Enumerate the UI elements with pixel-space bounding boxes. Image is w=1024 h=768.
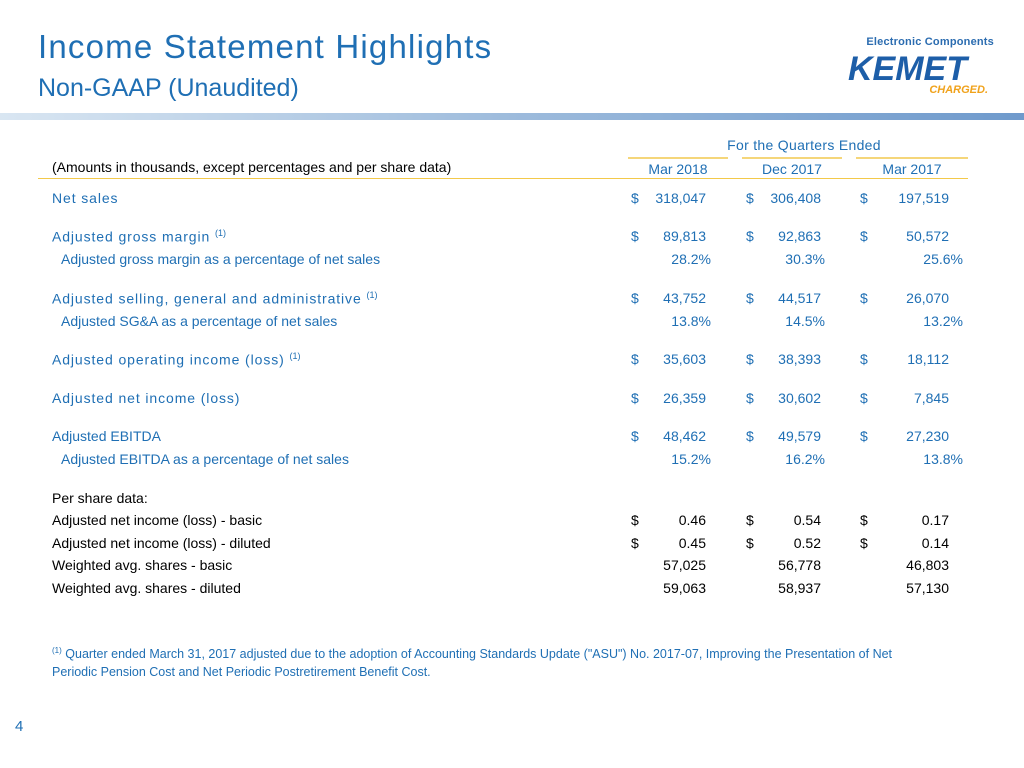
column-header-mar-2018: Mar 2018 [628,157,728,179]
cell-value: 58,937 [778,580,821,596]
currency-symbol: $ [860,390,868,406]
cell-value: 25.6% [923,251,963,267]
cell-value: 27,230 [906,428,949,444]
currency-symbol: $ [631,228,639,244]
footnote-marker: (1) [215,228,226,238]
currency-symbol: $ [746,428,754,444]
row-label: Adjusted operating income (loss) $^{(1)}$ [52,351,301,368]
table-header-rule [38,178,968,179]
cell-value: 35,603 [663,351,706,367]
currency-symbol: $ [746,390,754,406]
cell-value: 28.2% [671,251,711,267]
footnote-marker: (1) [289,351,301,361]
row-label: Adjusted net income (loss) [52,390,241,406]
row-label: Per share data: [52,490,148,506]
cell-value: 13.2% [923,313,963,329]
cell-value: 7,845 [913,390,949,406]
logo-name: KEMET [848,50,967,84]
row-label: Adjusted EBITDA [52,428,161,444]
currency-symbol: $ [860,228,868,244]
row-label: Adjusted selling, general and administrative $^{(1)}$ [52,290,378,307]
cell-value: 0.17 [921,512,949,528]
cell-value: 0.52 [793,535,821,551]
cell-value: 26,070 [906,290,949,306]
table-row [0,351,1024,371]
cell-value: 92,863 [778,228,821,244]
cell-value: 26,359 [663,390,706,406]
table-row [0,313,1024,333]
logo-slogan: CHARGED. [929,84,988,96]
cell-value: 30.3% [785,251,825,267]
cell-value: 18,112 [907,351,949,367]
table-row [0,512,1024,532]
table-row [0,228,1024,248]
row-label: Adjusted gross margin as a percentage of net sales [61,251,381,267]
footnote-marker: (1) [52,646,62,655]
currency-symbol: $ [860,428,868,444]
currency-symbol: $ [746,512,754,528]
cell-value: 0.14 [921,535,949,551]
cell-value: 44,517 [778,290,821,306]
column-header-dec-2017: Dec 2017 [742,157,842,179]
table-row [0,535,1024,555]
page-title: Income Statement Highlights [38,28,493,65]
cell-value: 0.46 [678,512,706,528]
page-number: 4 [15,718,24,735]
table-row [0,290,1024,310]
table-row [0,251,1024,271]
table-row [0,428,1024,448]
row-label: Net sales [52,190,119,206]
cell-value: 48,462 [663,428,706,444]
table-row [0,190,1024,210]
row-label: Adjusted net income (loss) - diluted [52,535,271,551]
currency-symbol: $ [631,190,639,206]
cell-value: 14.5% [785,313,825,329]
cell-value: 13.8% [923,451,963,467]
currency-symbol: $ [746,351,754,367]
cell-value: 318,047 [655,190,706,206]
kemet-wordmark-icon [848,50,996,84]
footnote-marker: (1) [366,290,378,300]
cell-value: 197,519 [898,190,949,206]
cell-value: 57,025 [663,557,706,573]
currency-symbol: $ [631,428,639,444]
cell-value: 0.54 [793,512,821,528]
page-subtitle: Non-GAAP (Unaudited) [38,74,299,102]
currency-symbol: $ [631,290,639,306]
currency-symbol: $ [860,512,868,528]
currency-symbol: $ [631,390,639,406]
section-heading [0,490,1024,510]
cell-value: 57,130 [906,580,949,596]
row-label: Weighted avg. shares - basic [52,557,233,573]
footnote-text: Quarter ended March 31, 2017 adjusted due to the adoption of Accounting Standards Update ("ASU") No. 2017-07, Improving the Presentation of Net Periodic Pension Cost and Net Periodic Postretirement Benefit Cost. [52,647,893,680]
footnote [52,642,932,681]
cell-value: 49,579 [778,428,821,444]
currency-symbol: $ [631,512,639,528]
row-label: Adjusted SG&A as a percentage of net sales [61,313,338,329]
cell-value: 306,408 [770,190,821,206]
cell-value: 46,803 [906,557,949,573]
currency-symbol: $ [746,290,754,306]
cell-value: 38,393 [778,351,821,367]
cell-value: 30,602 [778,390,821,406]
currency-symbol: $ [746,228,754,244]
currency-symbol: $ [746,190,754,206]
amounts-note: (Amounts in thousands, except percentages and per share data) [52,159,452,175]
currency-symbol: $ [631,351,639,367]
cell-value: 89,813 [663,228,706,244]
cell-value: 50,572 [906,228,949,244]
row-label: Adjusted net income (loss) - basic [52,512,263,528]
cell-value: 0.45 [678,535,706,551]
row-label: Weighted avg. shares - diluted [52,580,241,596]
table-row [0,580,1024,600]
cell-value: 56,778 [778,557,821,573]
column-header-mar-2017: Mar 2017 [856,157,968,179]
cell-value: 15.2% [671,451,711,467]
currency-symbol: $ [860,290,868,306]
table-row [0,557,1024,577]
table-row [0,451,1024,471]
currency-symbol: $ [746,535,754,551]
row-label: Adjusted gross margin $^{(1)}$ [52,228,226,245]
cell-value: 59,063 [663,580,706,596]
cell-value: 16.2% [785,451,825,467]
row-label: Adjusted EBITDA as a percentage of net sales [61,451,349,467]
currency-symbol: $ [860,190,868,206]
currency-symbol: $ [860,535,868,551]
period-header: For the Quarters Ended [727,137,881,153]
kemet-logo [848,36,998,98]
cell-value: 43,752 [663,290,706,306]
logo-tagline: Electronic Components [866,36,994,48]
header-divider [0,113,1024,120]
table-row [0,390,1024,410]
currency-symbol: $ [631,535,639,551]
currency-symbol: $ [860,351,868,367]
cell-value: 13.8% [671,313,711,329]
